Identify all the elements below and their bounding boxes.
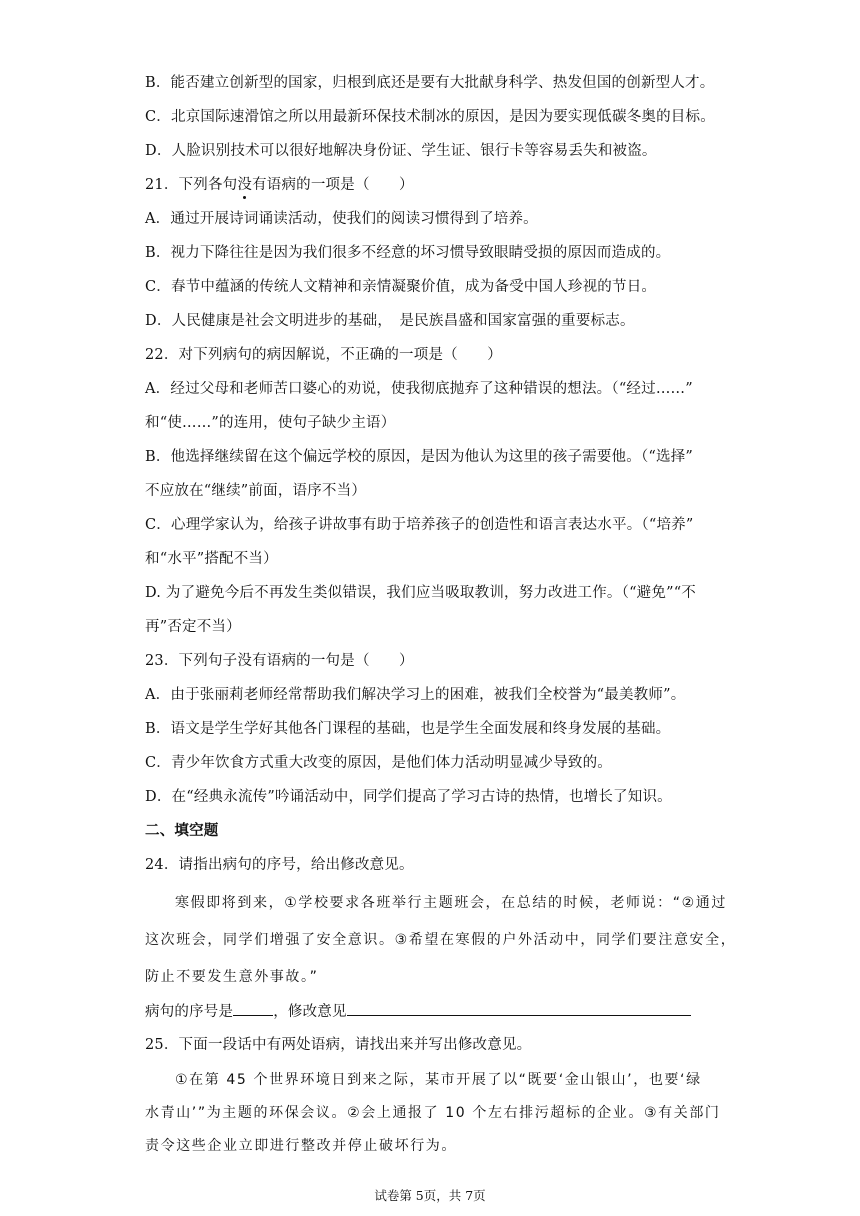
- q23-option-b: B．语文是学生学好其他各门课程的基础，也是学生全面发展和终身发展的基础。: [145, 721, 671, 737]
- q22-option-d-line2: 再”否定不当）: [145, 619, 241, 635]
- q23-stem: 23．下列句子没有语病的一句是（ ）: [145, 653, 414, 669]
- q21-option-c: C．春节中蕴涵的传统人文精神和亲情凝聚价值，成为备受中国人珍视的节日。: [145, 279, 657, 295]
- q23-option-c: C．青少年饮食方式重大改变的原因，是他们体力活动明显减少导致的。: [145, 755, 612, 771]
- q20-option-d: D．人脸识别技术可以很好地解决身份证、学生证、银行卡等容易丢失和被盗。: [145, 143, 657, 159]
- q24-number-blank[interactable]: [233, 1001, 273, 1016]
- q23-option-a: A．由于张丽莉老师经常帮助我们解决学习上的困难，被我们全校誉为“最美教师”。: [145, 687, 686, 703]
- q21-stem: [145, 175, 720, 195]
- q24-passage-line3: 防止不要发生意外事故。”: [145, 969, 319, 985]
- q20-option-c: C．北京国际速滑馆之所以用最新环保技术制冰的原因，是因为要实现低碳冬奥的目标。: [145, 109, 715, 125]
- q25-passage-line1: ①在第 45 个世界环境日到来之际，某市开展了以“既要‘金山银山’，也要‘绿: [175, 1072, 702, 1088]
- q25-passage-line2: 水青山’”为主题的环保会议。②会上通报了 10 个左右排污超标的企业。③有关部门: [145, 1105, 721, 1121]
- q21-stem-pre: 21．下列各句: [145, 177, 238, 193]
- section-title-fill-in: 二、填空题: [145, 822, 219, 839]
- q24-answer-label-suggestion: ，修改意见: [273, 1004, 347, 1020]
- q22-option-d-line1: D. 为了避免今后不再发生类似错误，我们应当吸取教训，努力改进工作。（“避免”“不: [145, 585, 697, 601]
- q24-passage-line2: 这次班会，同学们增强了安全意识。③希望在寒假的户外活动中，同学们要注意安全，: [145, 932, 737, 948]
- q24-suggestion-blank[interactable]: [347, 1001, 691, 1016]
- q22-option-c-line2: 和“水平”搭配不当）: [145, 551, 278, 567]
- q25-stem: 25．下面一段话中有两处语病，请找出来并写出修改意见。: [145, 1037, 532, 1053]
- q21-stem-post: 有语病的一项是（ ）: [252, 177, 414, 193]
- q21-option-d: D．人民健康是社会文明进步的基础， 是民族昌盛和国家富强的重要标志。: [145, 313, 635, 329]
- q24-stem: 24．请指出病句的序号，给出修改意见。: [145, 857, 414, 873]
- q22-option-b-line1: B．他选择继续留在这个偏远学校的原因，是因为他认为这里的孩子需要他。（“选择”: [145, 449, 694, 465]
- q21-option-a: A．通过开展诗词诵读活动，使我们的阅读习惯得到了培养。: [145, 211, 538, 227]
- q24-answer-label-number: 病句的序号是: [145, 1004, 234, 1020]
- page-footer: 试卷第 5页，共 7页: [374, 1188, 486, 1203]
- q25-passage-line3: 责令这些企业立即进行整改并停止破坏行为。: [145, 1138, 457, 1154]
- q23-option-d: D．在“经典永流传”吟诵活动中，同学们提高了学习古诗的热情，也增长了知识。: [145, 789, 672, 805]
- q22-option-b-line2: 不应放在“继续”前面，语序不当）: [145, 483, 367, 499]
- q22-option-c-line1: C．心理学家认为，给孩子讲故事有助于培养孩子的创造性和语言表达水平。（“培养”: [145, 517, 694, 533]
- q22-option-a-line1: A．经过父母和老师苦口婆心的劝说，使我彻底抛弃了这种错误的想法。（“经过……”: [145, 381, 693, 397]
- q22-option-a-line2: 和“使……”的连用，使句子缺少主语）: [145, 415, 396, 431]
- q21-emphasis: 没: [237, 177, 253, 193]
- q21-option-b: B．视力下降往往是因为我们很多不经意的坏习惯导致眼睛受损的原因而造成的。: [145, 245, 671, 261]
- q24-passage-line1: 寒假即将到来，①学校要求各班举行主题班会，在总结的时候，老师说：“②通过: [175, 895, 727, 911]
- q20-option-b: B．能否建立创新型的国家，归根到底还是要有大批献身科学、热发但国的创新型人才。: [145, 75, 715, 91]
- q22-stem: 22．对下列病句的病因解说，不正确的一项是（ ）: [145, 347, 502, 363]
- q24-answer-line: [145, 1001, 720, 1022]
